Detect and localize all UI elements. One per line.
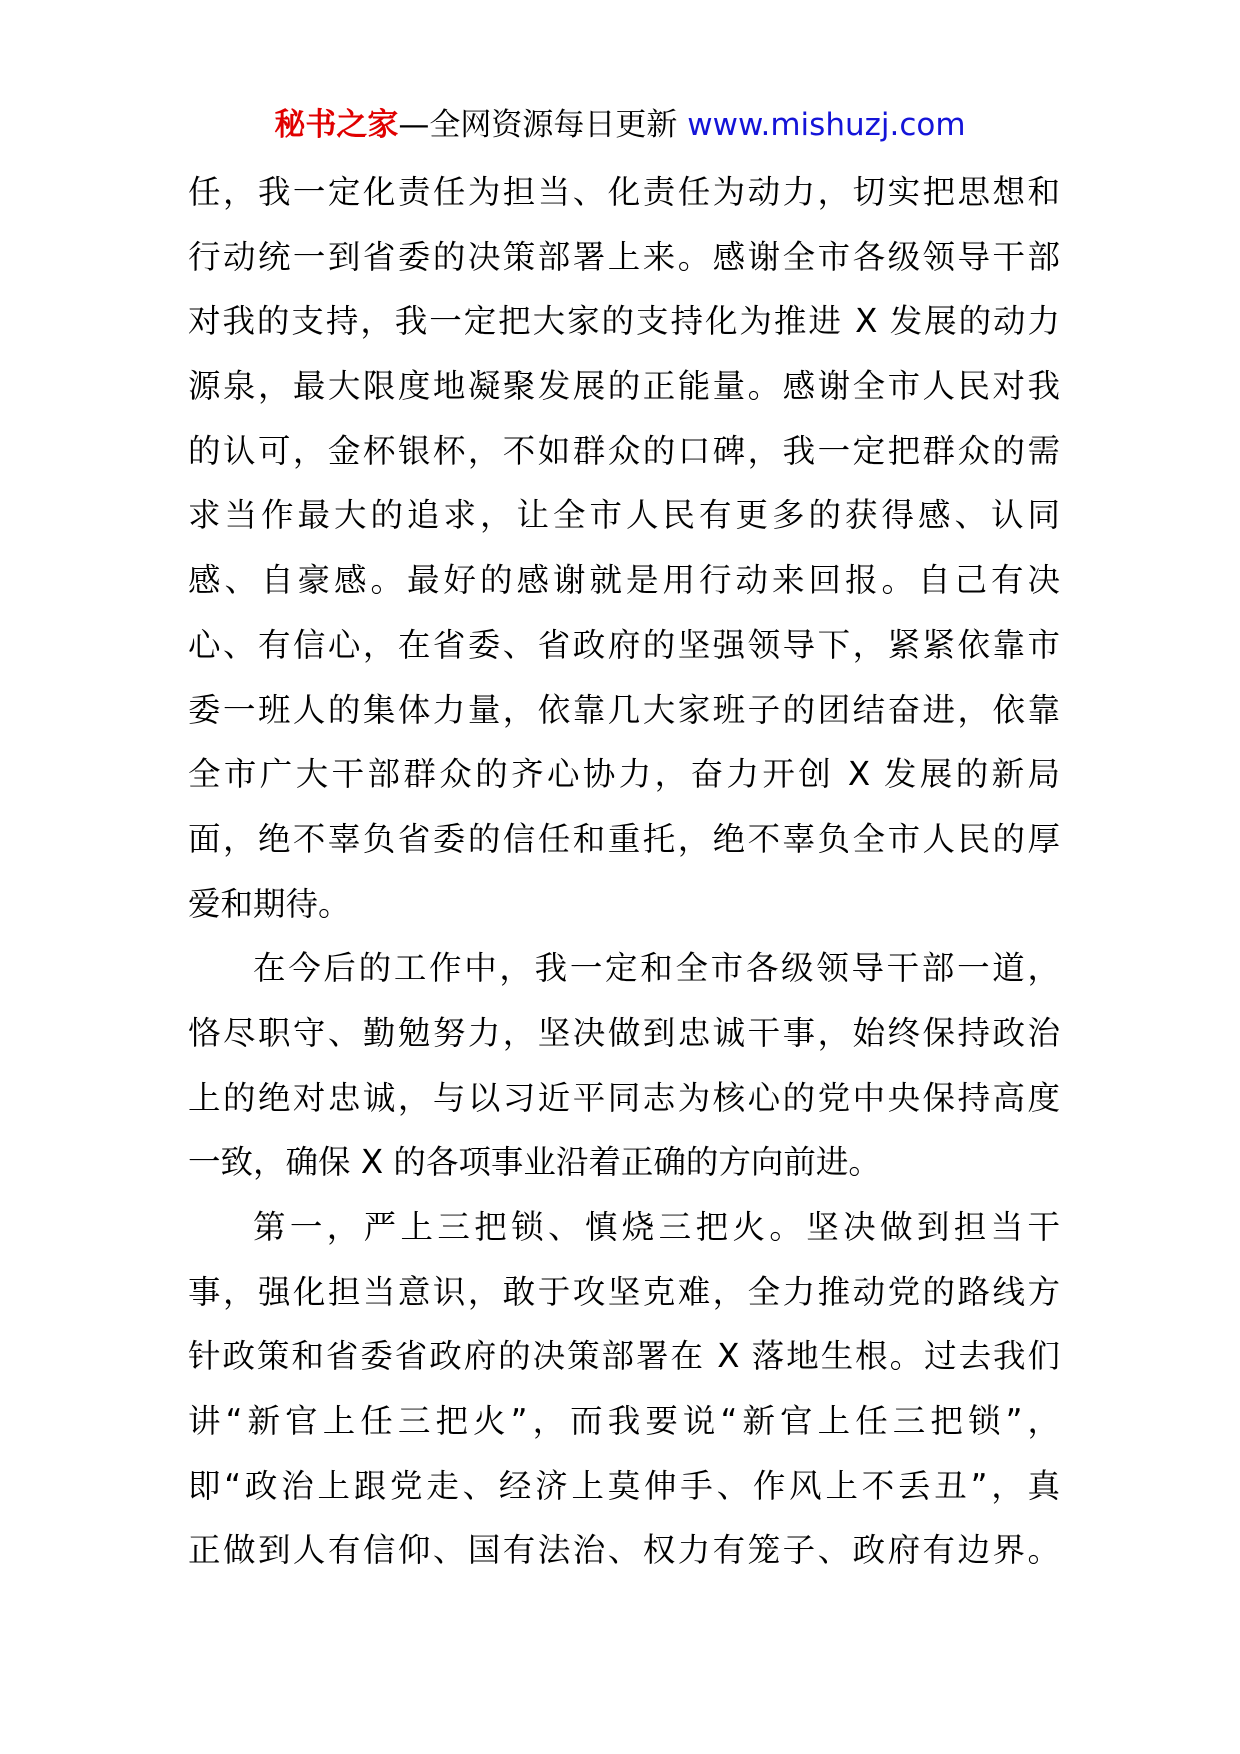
- header-url-link[interactable]: www.mishuzj.com: [687, 107, 966, 143]
- text-line: 面，绝不辜负省委的信任和重托，绝不辜负全市人民的厚: [188, 819, 1060, 858]
- text-line: 正做到人有信仰、国有法治、权力有笼子、政府有边界。: [188, 1531, 1060, 1570]
- text-line: 事，强化担当意识，敢于攻坚克难，全力推动党的路线方: [188, 1272, 1060, 1311]
- text-line: 在今后的工作中，我一定和全市各级领导干部一道，: [253, 949, 1060, 988]
- text-line: 源泉，最大限度地凝聚发展的正能量。感谢全市人民对我: [188, 367, 1060, 406]
- text-line: 感、自豪感。最好的感谢就是用行动来回报。自己有决: [188, 561, 1060, 600]
- text-line: 第一，严上三把锁、慎烧三把火。坚决做到担当干: [253, 1208, 1060, 1246]
- text-line: 即“政治上跟党走、经济上莫伸手、作风上不丢丑”，真: [188, 1466, 1060, 1505]
- text-line: 上的绝对忠诚，与以习近平同志为核心的党中央保持高度: [188, 1078, 1060, 1117]
- text-line: 心、有信心，在省委、省政府的坚强领导下，紧紧依靠市: [188, 625, 1060, 664]
- page-header: [0, 100, 1240, 150]
- text-line: 对我的支持，我一定把大家的支持化为推进 X 发展的动力: [188, 302, 1060, 341]
- document-body: [188, 160, 1060, 1583]
- text-line: 全市广大干部群众的齐心协力，奋力开创 X 发展的新局: [188, 755, 1060, 794]
- text-line: 求当作最大的追求，让全市人民有更多的获得感、认同: [188, 496, 1060, 535]
- text-line: 行动统一到省委的决策部署上来。感谢全市各级领导干部: [188, 237, 1060, 276]
- text-line: 任，我一定化责任为担当、化责任为动力，切实把思想和: [188, 173, 1060, 211]
- text-line: 针政策和省委省政府的决策部署在 X 落地生根。过去我们: [188, 1337, 1060, 1376]
- text-line: 爱和期待。: [188, 884, 351, 923]
- text-line: 讲“新官上任三把火”，而我要说“新官上任三把锁”，: [188, 1402, 1060, 1441]
- header-brand: 秘书之家: [274, 107, 399, 143]
- text-line: 委一班人的集体力量，依靠几大家班子的团结奋进，依靠: [188, 690, 1060, 729]
- text-line: 的认可，金杯银杯，不如群众的口碑，我一定把群众的需: [188, 431, 1060, 470]
- text-line: 一致，确保 X 的各项事业沿着正确的方向前进。: [188, 1143, 881, 1182]
- text-line: 恪尽职守、勤勉努力，坚决做到忠诚干事，始终保持政治: [188, 1013, 1060, 1052]
- header-tagline: —全网资源每日更新: [398, 107, 688, 143]
